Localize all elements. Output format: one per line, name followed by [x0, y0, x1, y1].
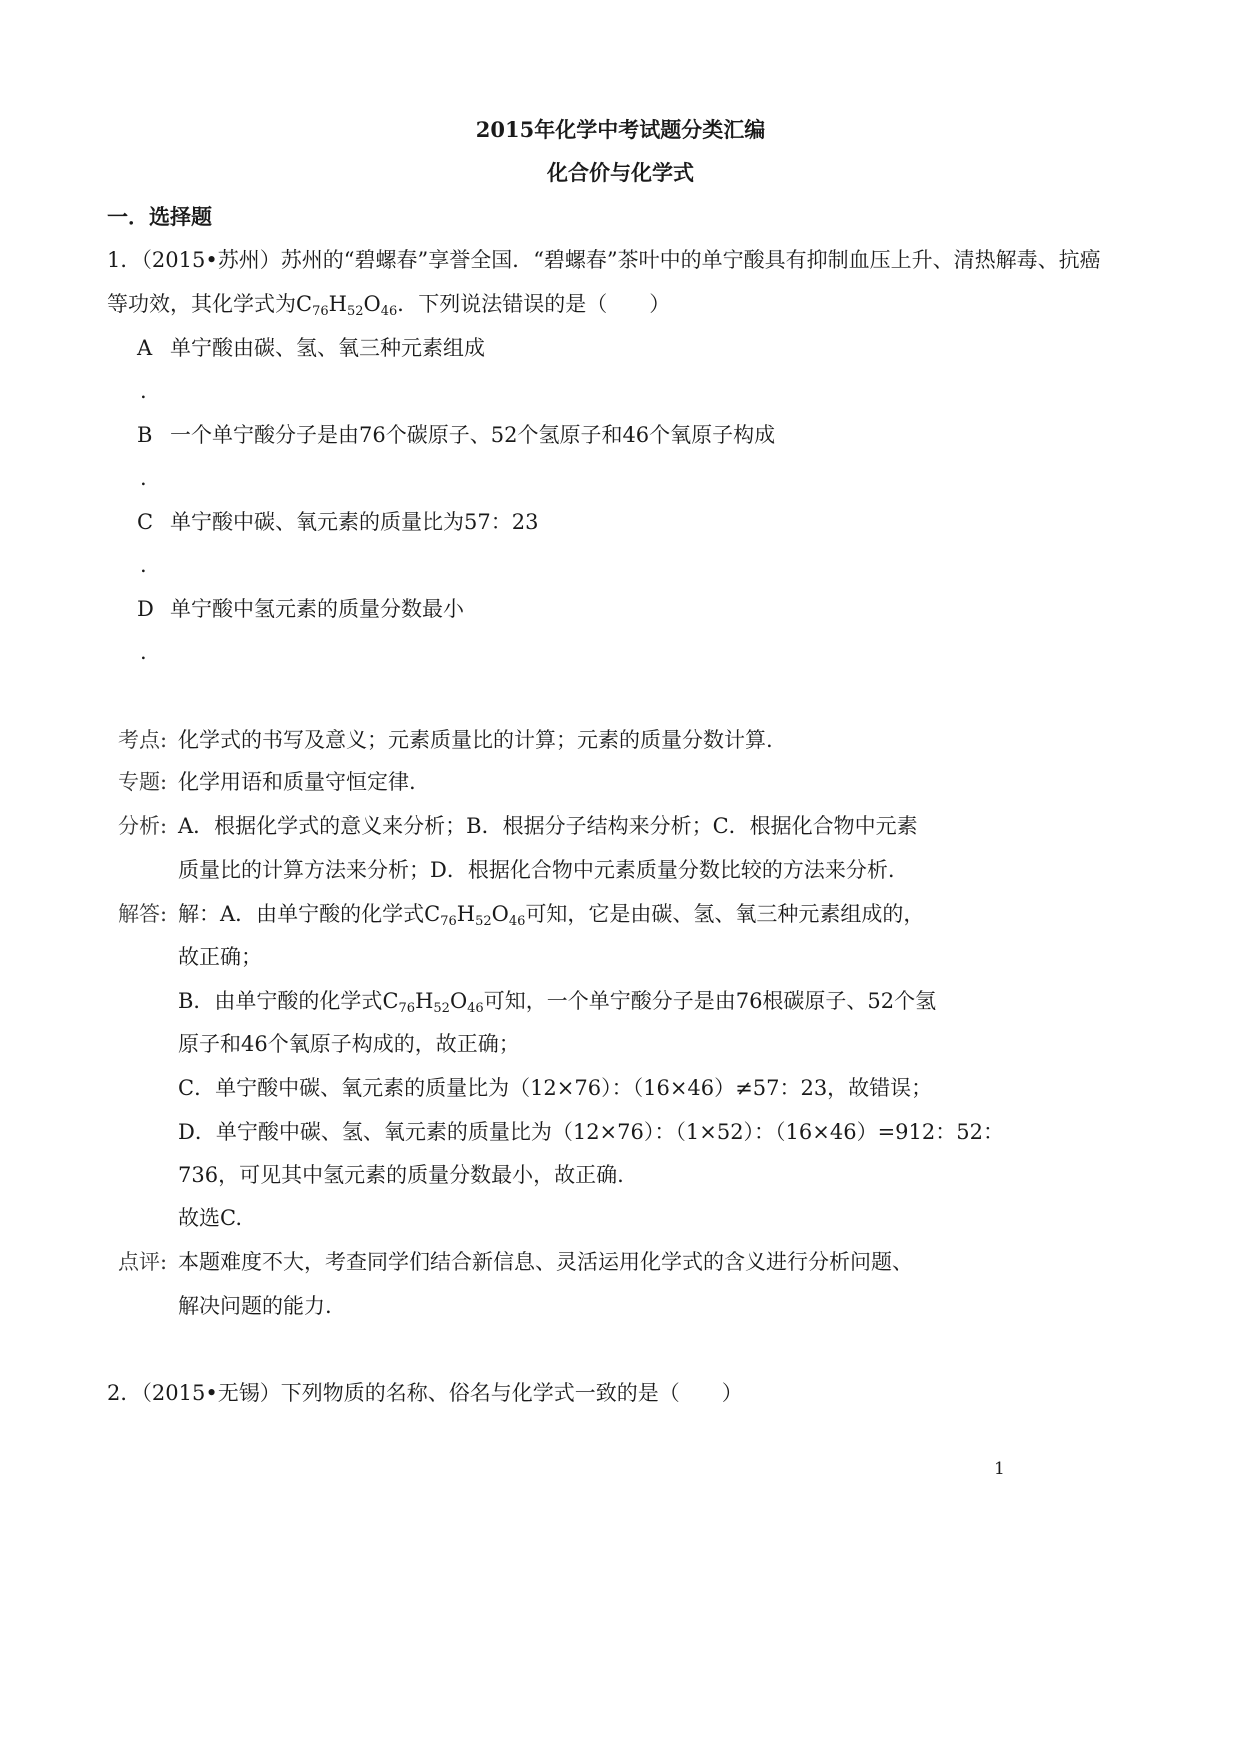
option-d-dot: . — [140, 640, 147, 664]
jieda-label: 解答: — [118, 902, 168, 926]
zhuanti-text: 化学用语和质量守恒定律. — [178, 770, 416, 794]
option-b-text: 一个单宁酸分子是由76个碳原子、52个氢原子和46个氧原子构成 — [170, 423, 776, 447]
option-a-dot: . — [140, 379, 147, 403]
jieda-b-line2: 原子和46个氧原子构成的，故正确； — [178, 1032, 520, 1056]
option-d-text: 单宁酸中氢元素的质量分数最小 — [170, 597, 464, 621]
question-2-source: （2015•无锡） — [141, 1381, 281, 1405]
fenxi-label: 分析: — [118, 814, 168, 838]
dianping-line1: 本题难度不大，考查同学们结合新信息、灵活运用化学式的含义进行分析问题、 — [178, 1250, 913, 1274]
document-title: 2015年化学中考试题分类汇编 — [475, 117, 766, 142]
option-c-text: 单宁酸中碳、氧元素的质量比为57：23 — [170, 510, 539, 534]
jieda-a-line1: 解：A．由单宁酸的化学式$C_{76}H_{52}O_{46}$可知，它是由碳、氢、氧三种元素组成的， — [178, 902, 925, 929]
question-2-stem: 下列物质的名称、俗名与化学式一致的是（ ） — [280, 1381, 743, 1405]
fenxi-line1: A．根据化学式的意义来分析；B．根据分子结构来分析；C．根据化合物中元素 — [178, 814, 918, 838]
option-b-dot: . — [140, 466, 147, 490]
page-number: 1 — [994, 1459, 1005, 1479]
document-subtitle: 化合价与化学式 — [547, 160, 694, 185]
option-b-letter: B — [137, 423, 153, 447]
fenxi-line2: 质量比的计算方法来分析；D．根据化合物中元素质量分数比较的方法来分析. — [178, 858, 895, 882]
answer-text: 故选C. — [178, 1206, 242, 1230]
dianping-line2: 解决问题的能力. — [178, 1294, 332, 1318]
zhuanti-label: 专题: — [118, 770, 168, 794]
question-1-source: （2015•苏州） — [141, 248, 281, 272]
question-1-line2: 等功效，其化学式为$C_{76}H_{52}O_{46}$．下列说法错误的是（ ） — [107, 292, 671, 319]
jieda-b-line1: B．由单宁酸的化学式$C_{76}H_{52}O_{46}$可知，一个单宁酸分子是由76根碳原子、52个氢 — [178, 989, 937, 1016]
section-heading: 一．选择题 — [107, 204, 212, 229]
jieda-a-line2: 故正确； — [178, 945, 262, 969]
question-2 — [107, 1383, 743, 1404]
chemical-formula: $C_{76}H_{52}O_{46}$ — [382, 989, 484, 1016]
option-a-letter: A — [137, 336, 153, 360]
jieda-c: C．单宁酸中碳、氧元素的质量比为（12×76）：（16×46）≠57：23，故错误； — [178, 1076, 933, 1100]
question-1-stem-line1: 苏州的“碧螺春”享誉全国．“碧螺春”茶叶中的单宁酸具有抑制血压上升、清热解毒、抗癌 — [280, 248, 1101, 272]
question-2-number: 2． — [107, 1381, 142, 1405]
dianping-label: 点评: — [118, 1250, 168, 1274]
question-1-number: 1． — [107, 248, 142, 272]
question-1-line1 — [107, 250, 1101, 271]
option-c-dot: . — [140, 553, 147, 577]
chemical-formula: $C_{76}H_{52}O_{46}$ — [296, 292, 398, 319]
jieda-d-line2: 736，可见其中氢元素的质量分数最小，故正确. — [178, 1163, 624, 1187]
option-d-letter: D — [137, 597, 154, 621]
option-c-letter: C — [137, 510, 154, 534]
kaodian-text: 化学式的书写及意义；元素质量比的计算；元素的质量分数计算. — [178, 728, 773, 752]
jieda-d-line1: D．单宁酸中碳、氢、氧元素的质量比为（12×76）：（1×52）：（16×46）=912：52： — [178, 1120, 1004, 1144]
chemical-formula: $C_{76}H_{52}O_{46}$ — [424, 902, 526, 929]
option-a-text: 单宁酸由碳、氢、氧三种元素组成 — [170, 336, 485, 360]
kaodian-label: 考点: — [118, 728, 168, 752]
